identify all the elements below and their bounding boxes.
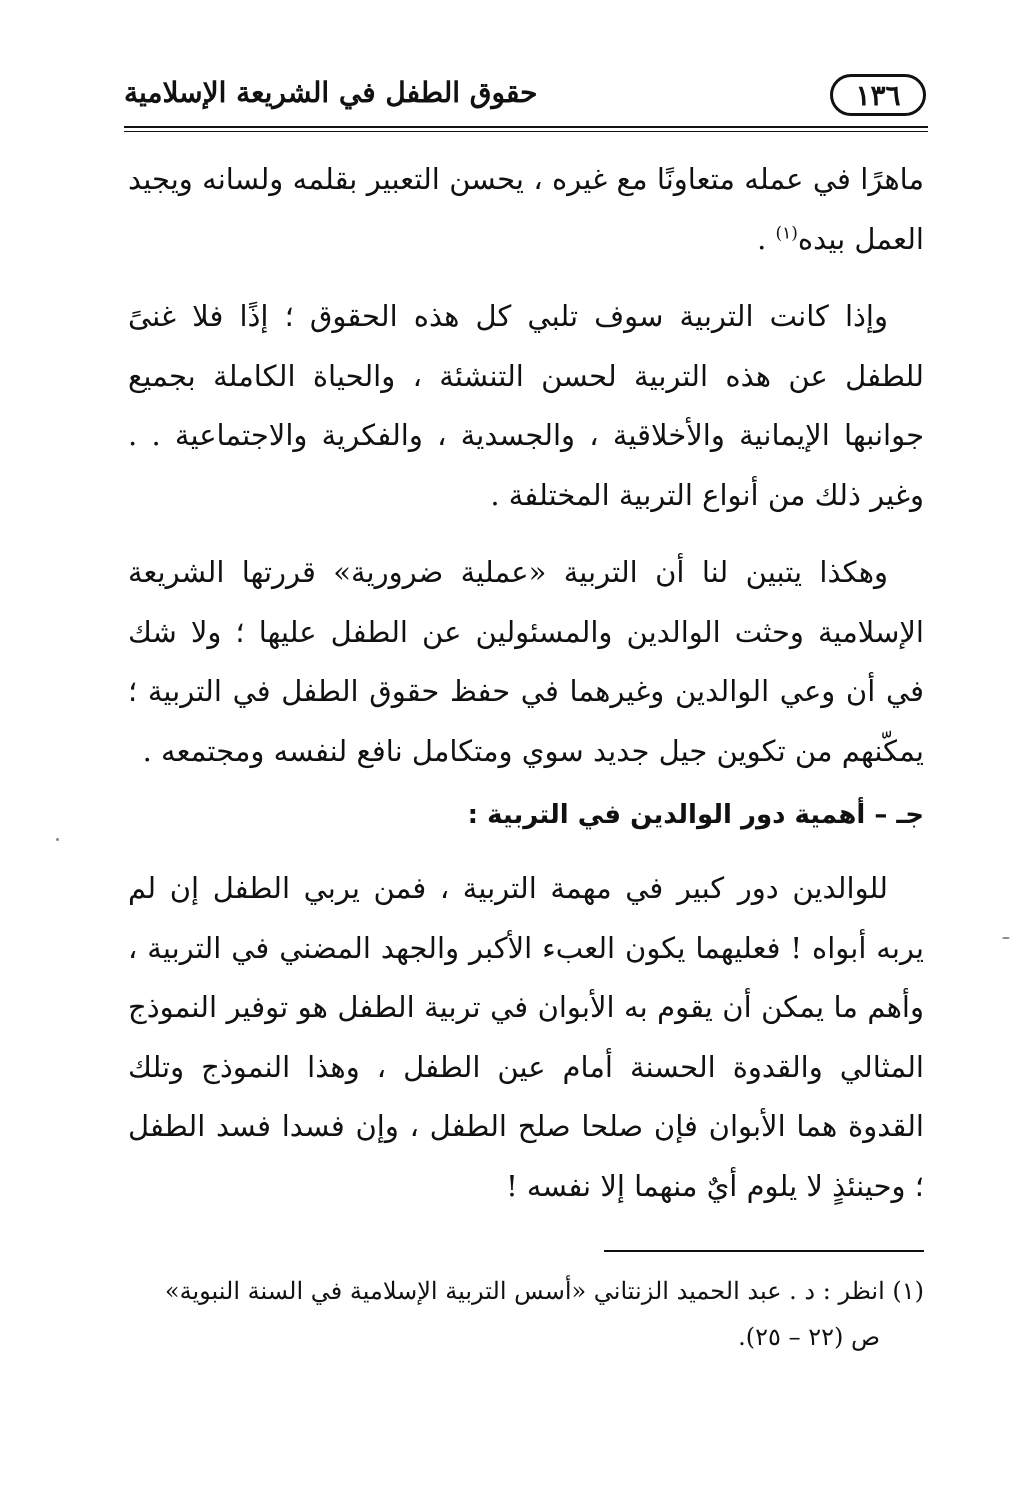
footnote-line-2: ص (٢٢ – ٢٥). — [738, 1323, 880, 1351]
section-heading: جـ – أهمية دور الوالدين في التربية : — [467, 800, 924, 830]
header-title: حقوق الطفل في الشريعة الإسلامية — [124, 76, 538, 109]
paragraph: وإذا كانت التربية سوف تلبي كل هذه الحقوق ؛ إذًا فلا غنىً للطفل عن هذه التربية لحسن التنشئة ، والحياة الكاملة بجميع جوانبها الإيمانية والأخلاقية ، والجسدية ، والفكرية والاجتماعية . . وغير ذلك من أنواع التربية المختلفة . — [128, 299, 924, 512]
paragraph-text: ماهرًا في عمله متعاونًا مع غيره ، يحسن التعبير بقلمه ولسانه ويجيد العمل بيده — [128, 162, 924, 256]
section-paragraph: للوالدين دور كبير في مهمة التربية ، فمن يربي الطفل إن لم يربه أبواه ! فعليهما يكون العبء الأكبر والجهد المضني في التربية ، وأهم ما يمكن أن يقوم به الأبوان في تربية الطفل هو توفير النموذج المثالي والقدوة الحسنة أمام عين الطفل ، وهذا النموذج وتلك القدوة هما الأبوان فإن صلحا صلح الطفل ، وإن فسدا فسد الطفل ؛ وحينئذٍ لا يلوم أيٌ منهما إلا نفسه ! — [128, 871, 924, 1203]
paragraph-continuation — [128, 150, 924, 269]
paragraph-tail: . — [757, 221, 776, 256]
page-number-badge — [830, 74, 926, 116]
footnote-reference: (١) — [775, 222, 798, 243]
body-text — [128, 150, 924, 1216]
page-number: ١٣٦ — [855, 78, 901, 112]
footnote-line-1: (١) انظر : د . عبد الحميد الزنتاني «أسس التربية الإسلامية في السنة النبوية» — [164, 1277, 924, 1305]
footnote-separator — [604, 1250, 924, 1252]
footnote — [128, 1268, 924, 1360]
running-header — [124, 68, 928, 132]
paragraph: وهكذا يتبين لنا أن التربية «عملية ضرورية» قررتها الشريعة الإسلامية وحثت الوالدين والمسئولين عن الطفل عليها ؛ ولا شك في أن وعي الوالدين وغيرهما في حفظ حقوق الطفل في التربية ؛ يمكّنهم من تكوين جيل جديد سوي ومتكامل نافع لنفسه ومجتمعه . — [128, 555, 924, 768]
header-rule-thin — [124, 131, 928, 132]
scan-speck — [1002, 937, 1010, 939]
header-rule — [124, 126, 928, 128]
scan-speck — [56, 838, 59, 841]
